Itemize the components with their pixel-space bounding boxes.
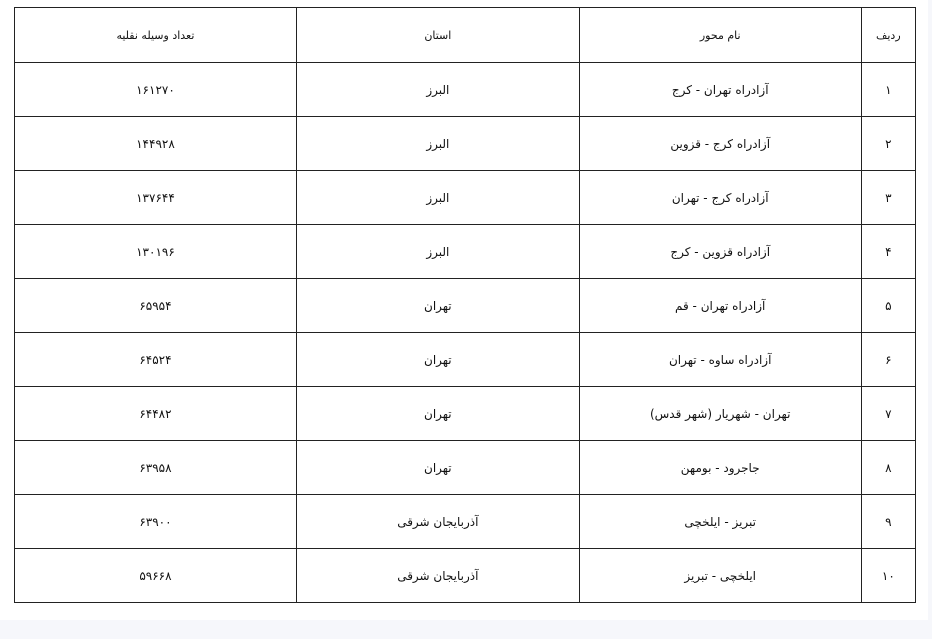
traffic-table (14, 7, 916, 603)
row-index: ۶ (861, 333, 915, 387)
row-route: آزادراه ساوه - تهران (579, 333, 861, 387)
row-count: ۶۴۴۸۲ (15, 387, 297, 441)
row-province: تهران (296, 441, 579, 495)
row-index: ۹ (861, 495, 915, 549)
row-route: آزادراه تهران - قم (579, 279, 861, 333)
table-row (15, 225, 916, 279)
table-row (15, 549, 916, 603)
table-row (15, 279, 916, 333)
row-route: تبریز - ایلخچی (579, 495, 861, 549)
row-province: تهران (296, 279, 579, 333)
row-province: آذربایجان شرقی (296, 495, 579, 549)
row-index: ۷ (861, 387, 915, 441)
row-count: ۱۳۷۶۴۴ (15, 171, 297, 225)
row-count: ۶۵۹۵۴ (15, 279, 297, 333)
row-count: ۶۴۵۲۴ (15, 333, 297, 387)
table-row (15, 117, 916, 171)
row-index: ۵ (861, 279, 915, 333)
table-row (15, 387, 916, 441)
row-count: ۶۳۹۵۸ (15, 441, 297, 495)
row-route: آزادراه قزوین - کرج (579, 225, 861, 279)
row-province: تهران (296, 333, 579, 387)
row-count: ۱۶۱۲۷۰ (15, 63, 297, 117)
row-province: آذربایجان شرقی (296, 549, 579, 603)
row-index: ۱ (861, 63, 915, 117)
row-route: آزادراه کرج - قزوین (579, 117, 861, 171)
row-count: ۱۴۴۹۲۸ (15, 117, 297, 171)
table-row (15, 171, 916, 225)
row-index: ۳ (861, 171, 915, 225)
table-row (15, 63, 916, 117)
row-count: ۱۳۰۱۹۶ (15, 225, 297, 279)
header-index: ردیف (861, 8, 915, 63)
header-province: استان (296, 8, 579, 63)
row-route: آزادراه کرج - تهران (579, 171, 861, 225)
table-header-row (15, 8, 916, 63)
header-route: نام محور (579, 8, 861, 63)
row-province: البرز (296, 117, 579, 171)
row-count: ۵۹۶۶۸ (15, 549, 297, 603)
row-province: تهران (296, 387, 579, 441)
row-route: آزادراه تهران - کرج (579, 63, 861, 117)
table-row (15, 441, 916, 495)
row-index: ۲ (861, 117, 915, 171)
row-index: ۱۰ (861, 549, 915, 603)
table-row (15, 333, 916, 387)
row-count: ۶۳۹۰۰ (15, 495, 297, 549)
table-row (15, 495, 916, 549)
row-index: ۴ (861, 225, 915, 279)
row-province: البرز (296, 63, 579, 117)
row-index: ۸ (861, 441, 915, 495)
row-province: البرز (296, 171, 579, 225)
row-province: البرز (296, 225, 579, 279)
row-route: ایلخچی - تبریز (579, 549, 861, 603)
header-count: تعداد وسیله نقلیه (15, 8, 297, 63)
row-route: تهران - شهریار (شهر قدس) (579, 387, 861, 441)
row-route: جاجرود - بومهن (579, 441, 861, 495)
